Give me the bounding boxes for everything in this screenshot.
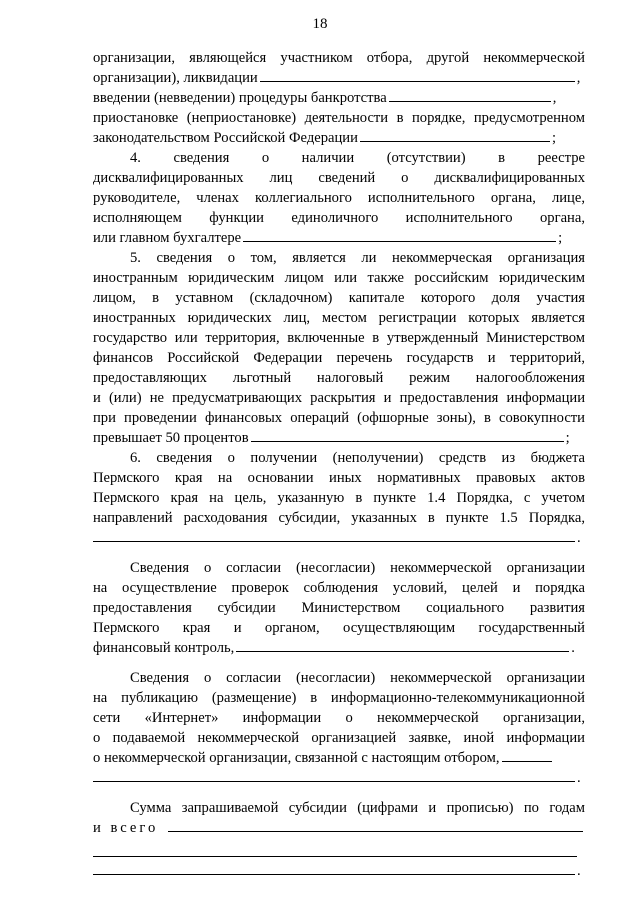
punctuation: .: [571, 640, 575, 656]
text-line: [93, 528, 585, 548]
fill-in-blank[interactable]: [502, 748, 552, 762]
text-line: иностранных юридических лиц, местом регистрации которых является: [93, 310, 585, 326]
text-line: [93, 88, 585, 108]
text-line: приостановке (неприостановке) деятельности в порядке, предусмотренном: [93, 110, 585, 126]
text-line: финансов Российской Федерации перечень государств и территорий,: [93, 350, 585, 366]
document-body: [93, 48, 585, 881]
line-text: организации), ликвидации: [93, 70, 258, 86]
fill-in-blank[interactable]: [260, 68, 575, 82]
text-line: 5. сведения о том, является ли некоммерческая организация: [130, 250, 585, 266]
fill-in-blank[interactable]: [243, 228, 556, 242]
text-line: на публикацию (размещение) в информационно-телекоммуникационной: [93, 690, 585, 706]
text-line: организации, являющейся участником отбора, другой некоммерческой: [93, 50, 585, 66]
text-line: руководителе, членах коллегиального исполнительного органа, лице,: [93, 190, 585, 206]
fill-in-blank[interactable]: [389, 88, 551, 102]
text-line: направлений расходования субсидии, указанных в пункте 1.5 Порядка,: [93, 510, 585, 526]
line-text: законодательством Российской Федерации: [93, 130, 358, 146]
fill-in-blank[interactable]: [251, 428, 564, 442]
line-text: и всего: [93, 820, 159, 836]
line-text: введении (невведении) процедуры банкротства: [93, 90, 387, 106]
fill-in-line[interactable]: [93, 842, 577, 857]
text-line: предоставления субсидии Министерством социального развития: [93, 600, 585, 616]
line-text: или главном бухгалтере: [93, 230, 242, 246]
punctuation: .: [577, 863, 581, 879]
text-line: дисквалифицированных лиц сведений о дисквалифицированных: [93, 170, 585, 186]
fill-in-blank[interactable]: [93, 528, 575, 542]
text-line: [93, 768, 585, 788]
text-line: при проведении финансовых операций (офшорные зоны), в совокупности: [93, 410, 585, 426]
text-line: Сведения о согласии (несогласии) некоммерческой организации: [130, 560, 585, 576]
text-line: [93, 638, 585, 658]
fill-in-blank[interactable]: [168, 818, 583, 832]
spacer: [93, 548, 585, 558]
spacer: [93, 658, 585, 668]
punctuation: ;: [551, 130, 556, 146]
fill-in-blank[interactable]: [93, 768, 575, 782]
text-line: [93, 861, 585, 881]
spacer: [93, 788, 585, 798]
punctuation: ;: [558, 230, 563, 246]
text-line: Сведения о согласии (несогласии) некоммерческой организации: [130, 670, 585, 686]
text-line: 4. сведения о наличии (отсутствии) в реестре: [130, 150, 585, 166]
text-line: Пермского края и органом, осуществляющим государственный: [93, 620, 585, 636]
fill-in-blank[interactable]: [360, 128, 550, 142]
text-line: лицом, в уставном (складочном) капитале которого доля участия: [93, 290, 585, 306]
text-line: исполняющем функции единоличного исполнительного органа,: [93, 210, 585, 226]
text-line: сети «Интернет» информации о некоммерческой организации,: [93, 710, 585, 726]
fill-in-blank[interactable]: [236, 638, 569, 652]
text-line: на осуществление проверок соблюдения условий, целей и порядка: [93, 580, 585, 596]
text-line: и (или) не предусматривающих раскрытия и предоставления информации: [93, 390, 585, 406]
line-text: превышает 50 процентов: [93, 430, 249, 446]
line-text: о некоммерческой организации, связанной с настоящим отбором,: [93, 750, 500, 766]
punctuation: ,: [552, 90, 557, 106]
fill-in-blank[interactable]: [93, 861, 575, 875]
text-line: государство или территория, включенные в утвержденный Министерством: [93, 330, 585, 346]
text-line: Пермского края на цель, указанную в пункте 1.4 Порядка, с учетом: [93, 490, 585, 506]
text-line: иностранным юридическим лицом или также российским юридическим: [93, 270, 585, 286]
punctuation: .: [577, 770, 581, 786]
text-line: о подаваемой некоммерческой организацией заявке, иной информации: [93, 730, 585, 746]
text-line: 6. сведения о получении (неполучении) средств из бюджета: [130, 450, 585, 466]
text-line: [93, 818, 585, 838]
text-line: [93, 128, 585, 148]
text-line: Пермского края на основании иных нормативных правовых актов: [93, 470, 585, 486]
punctuation: .: [577, 530, 581, 546]
line-text: финансовый контроль,: [93, 640, 235, 656]
page-number: 18: [312, 16, 328, 32]
text-line: [93, 228, 585, 248]
text-line: предоставляющих льготный налоговый режим налогообложения: [93, 370, 585, 386]
punctuation: ,: [576, 70, 581, 86]
text-line: [93, 68, 585, 88]
text-line: Сумма запрашиваемой субсидии (цифрами и прописью) по годам: [130, 800, 585, 816]
text-line: [93, 748, 585, 768]
text-line: [93, 428, 585, 448]
punctuation: ;: [565, 430, 570, 446]
